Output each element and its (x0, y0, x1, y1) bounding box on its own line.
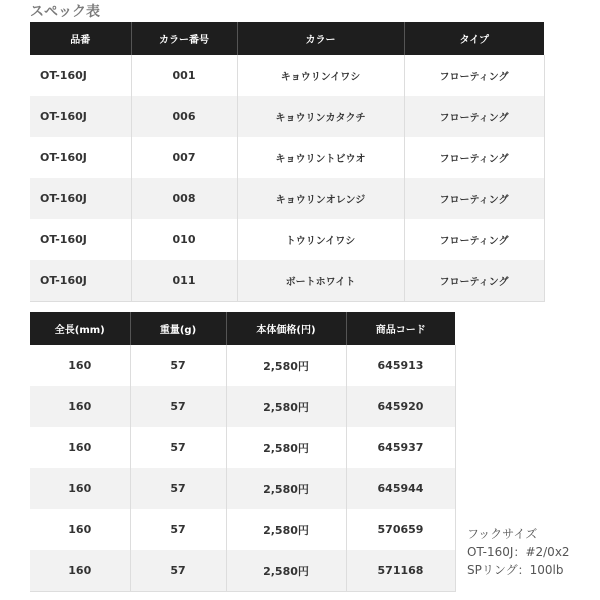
cell-type: フローティング (404, 55, 544, 96)
cell-color-number: 007 (131, 137, 237, 178)
cell-color-number: 001 (131, 55, 237, 96)
column-header-color: カラー (237, 22, 404, 55)
cell-part-number: OT-160J (30, 55, 131, 96)
hook-size-heading: フックサイズ (467, 527, 538, 541)
cell-type: フローティング (404, 260, 544, 302)
cell-weight: 57 (130, 427, 226, 468)
cell-color: キョウリンカタクチ (237, 96, 404, 137)
table-row (30, 260, 544, 302)
cell-weight: 57 (130, 468, 226, 509)
cell-color-number: 010 (131, 219, 237, 260)
cell-length: 160 (30, 550, 130, 592)
table-row (30, 96, 544, 137)
cell-type: フローティング (404, 219, 544, 260)
cell-color: キョウリンイワシ (237, 55, 404, 96)
table-row (30, 178, 544, 219)
cell-part-number: OT-160J (30, 96, 131, 137)
column-header-weight: 重量(g) (130, 312, 226, 345)
cell-color-number: 008 (131, 178, 237, 219)
cell-part-number: OT-160J (30, 137, 131, 178)
cell-color: キョウリンオレンジ (237, 178, 404, 219)
table-row (30, 468, 455, 509)
cell-length: 160 (30, 509, 130, 550)
hook-size-note (467, 525, 570, 579)
cell-part-number: OT-160J (30, 178, 131, 219)
cell-price: 2,580円 (226, 345, 346, 386)
cell-length: 160 (30, 427, 130, 468)
cell-color-number: 006 (131, 96, 237, 137)
cell-weight: 57 (130, 509, 226, 550)
table-header-row (30, 312, 455, 345)
column-header-product-code: 商品コード (346, 312, 455, 345)
cell-price: 2,580円 (226, 550, 346, 592)
cell-weight: 57 (130, 345, 226, 386)
table-row (30, 55, 544, 96)
table-row (30, 137, 544, 178)
cell-length: 160 (30, 345, 130, 386)
spec-table-dimensions (30, 312, 456, 592)
cell-type: フローティング (404, 178, 544, 219)
cell-product-code: 645937 (346, 427, 455, 468)
cell-price: 2,580円 (226, 468, 346, 509)
column-header-length: 全長(mm) (30, 312, 130, 345)
cell-length: 160 (30, 468, 130, 509)
page-title: スペック表 (30, 4, 100, 20)
cell-color: ボートホワイト (237, 260, 404, 302)
cell-product-code: 570659 (346, 509, 455, 550)
cell-weight: 57 (130, 550, 226, 592)
table-row (30, 550, 455, 592)
cell-product-code: 645944 (346, 468, 455, 509)
cell-product-code: 571168 (346, 550, 455, 592)
column-header-price: 本体価格(円) (226, 312, 346, 345)
spec-table-colors (30, 22, 545, 302)
cell-weight: 57 (130, 386, 226, 427)
table-row (30, 345, 455, 386)
cell-product-code: 645913 (346, 345, 455, 386)
cell-color: トウリンイワシ (237, 219, 404, 260)
table-row (30, 386, 455, 427)
cell-part-number: OT-160J (30, 219, 131, 260)
hook-size-line: OT-160J：#2/0x2 (467, 545, 570, 559)
cell-product-code: 645920 (346, 386, 455, 427)
cell-price: 2,580円 (226, 427, 346, 468)
split-ring-line: SPリング：100lb (467, 563, 564, 577)
cell-price: 2,580円 (226, 386, 346, 427)
cell-type: フローティング (404, 96, 544, 137)
cell-type: フローティング (404, 137, 544, 178)
column-header-type: タイプ (404, 22, 544, 55)
column-header-part-number: 品番 (30, 22, 131, 55)
table-row (30, 219, 544, 260)
column-header-color-number: カラー番号 (131, 22, 237, 55)
table-row (30, 427, 455, 468)
cell-length: 160 (30, 386, 130, 427)
table-row (30, 509, 455, 550)
cell-part-number: OT-160J (30, 260, 131, 302)
cell-price: 2,580円 (226, 509, 346, 550)
cell-color: キョウリントビウオ (237, 137, 404, 178)
cell-color-number: 011 (131, 260, 237, 302)
table-header-row (30, 22, 544, 55)
